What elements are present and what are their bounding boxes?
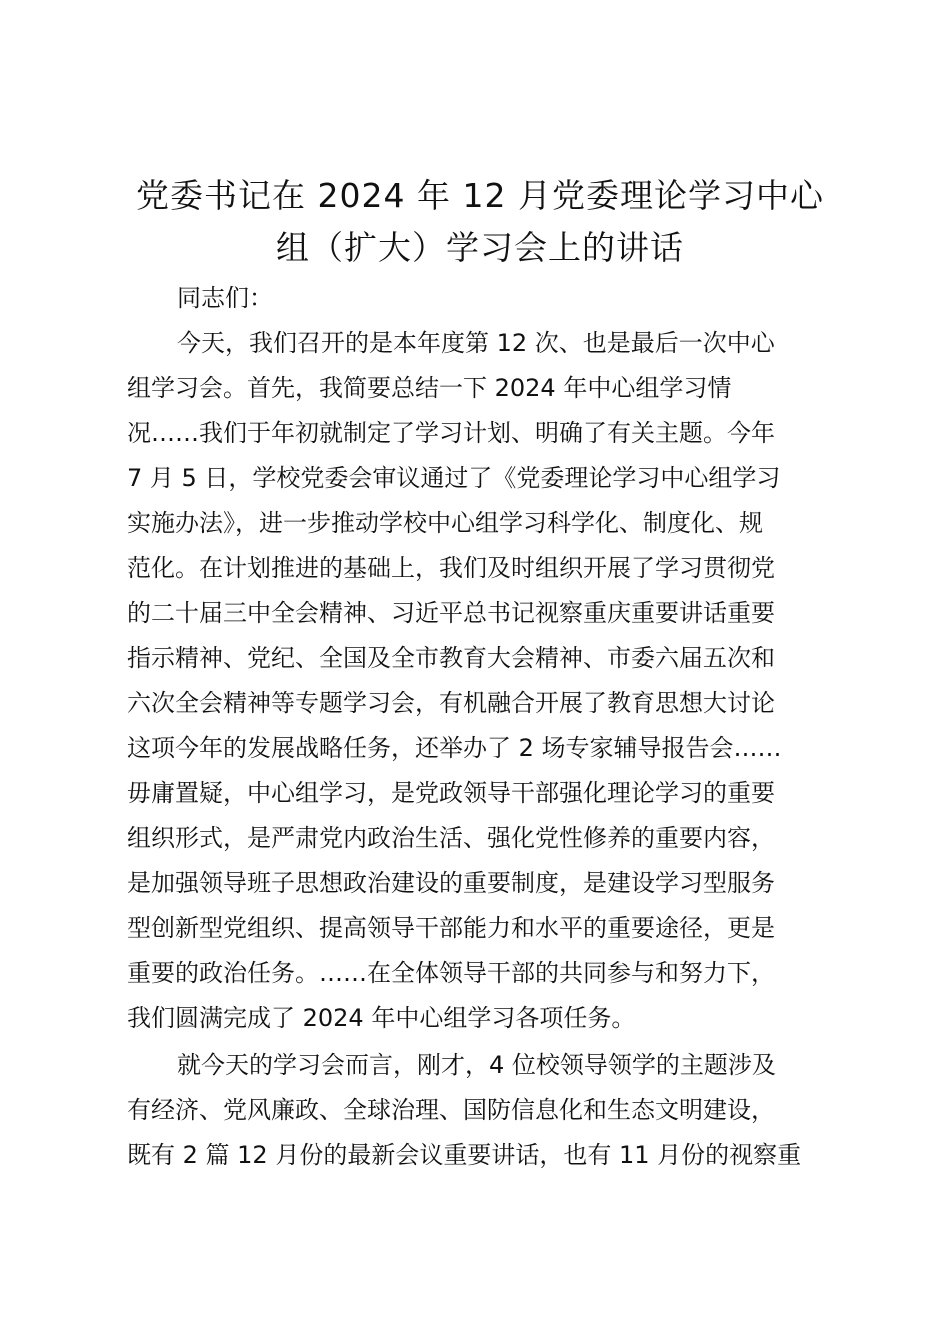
text-line: 型创新型党组织、提高领导干部能力和水平的重要途径，更是: [127, 914, 775, 942]
text-line: 组织形式，是严肃党内政治生活、强化党性修养的重要内容，: [127, 824, 775, 852]
paragraph-2: [127, 1043, 832, 1178]
text-line: 六次全会精神等专题学习会，有机融合开展了教育思想大讨论: [127, 689, 775, 717]
text-line: 这项今年的发展战略任务，还举办了 2 场专家辅导报告会……: [127, 734, 782, 762]
text-line: 重要的政治任务。……在全体领导干部的共同参与和努力下，: [127, 959, 775, 987]
paragraph-1: [127, 321, 832, 1041]
text-line: 今天，我们召开的是本年度第 12 次、也是最后一次中心: [177, 329, 775, 357]
text-line: 范化。在计划推进的基础上，我们及时组织开展了学习贯彻党: [127, 554, 775, 582]
document-body: [127, 276, 832, 1178]
text-line: 7 月 5 日，学校党委会审议通过了《党委理论学习中心组学习: [127, 464, 781, 492]
text-line: 既有 2 篇 12 月份的最新会议重要讲话，也有 11 月份的视察重: [127, 1141, 802, 1169]
title-line: 党委书记在 2024 年 12 月党委理论学习中心: [136, 176, 824, 215]
text-line: 毋庸置疑，中心组学习，是党政领导干部强化理论学习的重要: [127, 779, 775, 807]
text-line: 指示精神、党纪、全国及全市教育大会精神、市委六届五次和: [127, 644, 775, 672]
text-line: 况……我们于年初就制定了学习计划、明确了有关主题。今年: [127, 419, 775, 447]
title-line: 组（扩大）学习会上的讲话: [276, 228, 684, 267]
text-line: 是加强领导班子思想政治建设的重要制度，是建设学习型服务: [127, 869, 775, 897]
text-line: 组学习会。首先，我简要总结一下 2024 年中心组学习情: [127, 374, 732, 402]
text-line: 有经济、党风廉政、全球治理、国防信息化和生态文明建设，: [127, 1096, 775, 1124]
text-line: 就今天的学习会而言，刚才，4 位校领导领学的主题涉及: [177, 1051, 776, 1079]
text-line: 实施办法》，进一步推动学校中心组学习科学化、制度化、规: [127, 509, 763, 537]
document-title: [100, 170, 860, 274]
text-line: 我们圆满完成了 2024 年中心组学习各项任务。: [127, 1004, 636, 1032]
text-line: 的二十届三中全会精神、习近平总书记视察重庆重要讲话重要: [127, 599, 775, 627]
salutation: 同志们：: [177, 284, 273, 312]
